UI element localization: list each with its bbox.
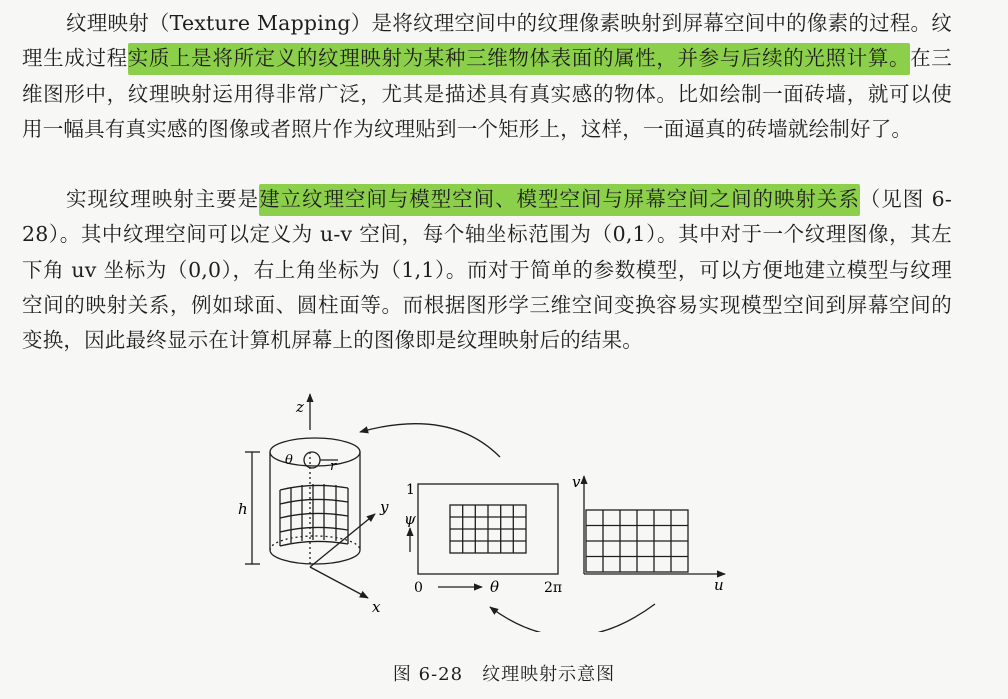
paragraph-2 (22, 182, 952, 358)
u-label: u (714, 576, 724, 594)
uv-texture-space (584, 476, 725, 574)
cylinder-diagram (245, 394, 375, 598)
cylinder-body (270, 452, 360, 564)
parameter-space (410, 484, 558, 587)
h-label: h (238, 500, 248, 518)
two-pi-label: 2π (544, 580, 563, 596)
param-zero-label: 0 (414, 580, 423, 596)
r-label: r (330, 459, 337, 474)
figure-caption: 图 6-28 纹理映射示意图 (392, 664, 616, 685)
uv-grid (586, 510, 688, 572)
x-axis (310, 567, 368, 598)
parameter-grid (450, 505, 526, 553)
cylinder-texture-grid (280, 484, 348, 546)
paragraph-2-highlight: 建立纹理空间与模型空间、模型空间与屏幕空间之间的映射关系 (259, 184, 860, 216)
paragraph-1-text-b: 在三维图形中，纹理映射运用得非常广泛，尤其是描述具有真实感的物体。比如绘制一面砖墙，就可以使用一幅具有真实感的图像或者照片作为纹理贴到一个矩形上，这样，一面逼真的砖墙就绘制好了。 (22, 46, 953, 141)
arrow-from-uv (490, 604, 655, 632)
y-label: y (380, 498, 389, 516)
z-label: z (296, 398, 304, 416)
arrow-to-cylinder (360, 424, 500, 457)
theta-label: θ (285, 453, 293, 468)
paragraph-2-text-a: 实现纹理映射主要是 (66, 187, 260, 211)
paragraph-1-text-a: 纹理映射（Texture Mapping）是将纹理空间中的纹理像素映射到屏幕空间中的像素的过程。纹理生成过程 (22, 11, 952, 71)
param-theta-label: θ (490, 578, 500, 596)
param-one-label: 1 (406, 482, 415, 498)
x-label: x (372, 598, 381, 616)
v-label: v (572, 473, 581, 491)
texture-mapping-figure (200, 392, 760, 632)
paragraph-2-text-b: （见图 6-28）。其中纹理空间可以定义为 u-v 空间，每个轴坐标范围为（0,1）。其中对于一个纹理图像，其左下角 uv 坐标为（0,0），右上角坐标为（1,1）。而对于简单的参数模型，可以方便地建立模型与纹理空间的映射关系，例如球面、圆柱面等。而根据图形学三维空间变换容易实现模型空间到屏幕空间的变换，因此最终显示在计算机屏幕上的图像即是纹理映射后的结果。 (22, 187, 952, 353)
psi-label: ψ (404, 510, 416, 528)
paragraph-1-highlight: 实质上是将所定义的纹理映射为某种三维物体表面的属性，并参与后续的光照计算。 (128, 43, 910, 75)
cylinder-back-edge (270, 536, 360, 550)
y-axis (310, 514, 375, 567)
paragraph-1 (22, 6, 952, 147)
